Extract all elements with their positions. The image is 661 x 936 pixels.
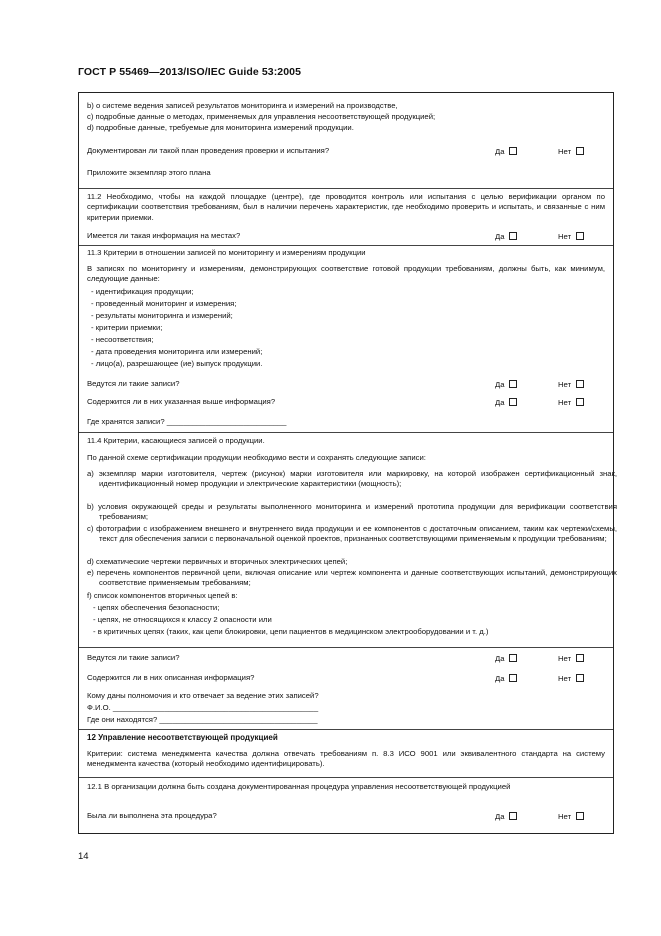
- section-12-heading: 12 Управление несоответствующей продукцией: [87, 733, 278, 742]
- list-item: - идентификация продукции;: [91, 287, 194, 296]
- answer-no: [558, 147, 584, 157]
- answer-yes-label: Да: [495, 398, 505, 407]
- yes-checkbox[interactable]: [509, 232, 517, 240]
- list-item: - дата проведения мониторинга или измерений;: [91, 347, 263, 356]
- answer-yes: [495, 380, 517, 390]
- section-11-4-heading: 11.4 Критерии, касающиеся записей о продукции.: [87, 436, 265, 445]
- list-item: - лицо(а), разрешающее (ие) выпуск продукции.: [91, 359, 263, 368]
- answer-yes-label: Да: [495, 674, 505, 683]
- row-section-12: [79, 729, 613, 778]
- list-item: - проведенный мониторинг и измерения;: [91, 299, 237, 308]
- answer-yes-label: Да: [495, 812, 505, 821]
- answer-yes: [495, 674, 517, 684]
- answer-yes-label: Да: [495, 380, 505, 389]
- yes-checkbox[interactable]: [509, 398, 517, 406]
- list-item: - несоответствия;: [91, 335, 154, 344]
- answer-yes-label: Да: [495, 654, 505, 663]
- answer-yes: [495, 654, 517, 664]
- answer-no-label: Нет: [558, 654, 572, 663]
- no-checkbox[interactable]: [576, 812, 584, 820]
- answer-no-label: Нет: [558, 232, 572, 241]
- item-c: c) фотографии с изображением внешнего и внутреннего вида продукции и ее компонентов с достаточным описанием, таким как чертежи/схемы, текст для обеспечения записи с первоначальной оценкой проектов, признанных соответствующими применяемым к продукции требованиям;: [87, 524, 617, 544]
- page-number: 14: [78, 851, 89, 862]
- answer-yes-label: Да: [495, 147, 505, 156]
- item-e: e) перечень компонентов первичной цепи, включая описание или чертеж компонента и данные соответствующих испытаний, демонстрирующих соответствие применяемым требованиям;: [87, 568, 617, 588]
- row-11-4: [79, 432, 617, 648]
- yes-checkbox[interactable]: [509, 674, 517, 682]
- section-11-2-text: 11.2 Необходимо, чтобы на каждой площадке (центре), где проводится контроль или испытания с целью верификации органом по сертификации соответствия требованиям, был в наличии перечень характеристик, где необходимо проверить и испытать, и связанные с ним критерии приемки.: [87, 192, 605, 222]
- records-location-field[interactable]: Где хранятся записи? ____________________________: [87, 417, 287, 426]
- row-records-questions: [79, 647, 613, 730]
- responsible-name-field[interactable]: Ф.И.О. ________________________________________________: [87, 703, 319, 712]
- answer-no: [558, 232, 584, 242]
- answer-no-label: Нет: [558, 147, 572, 156]
- item-b: b) условия окружающей среды и результаты выполненного мониторинга и измерений прототипа продукции для верификации соответствия требованиям;: [87, 502, 617, 522]
- item-c: c) подробные данные о методах, применяемых для управления несоответствующей продукцией;: [87, 112, 436, 121]
- list-item: - результаты мониторинга и измерений;: [91, 311, 233, 320]
- question-plan-documented: Документирован ли такой план проведения проверки и испытания?: [87, 146, 330, 155]
- yes-checkbox[interactable]: [509, 147, 517, 155]
- answer-no: [558, 380, 584, 390]
- section-11-3-intro: В записях по мониторингу и измерениям, демонстрирующих соответствие готовой продукции требованиям, должны быть, как минимум, следующие данные:: [87, 264, 605, 284]
- question-procedure-done: Была ли выполнена эта процедура?: [87, 811, 217, 820]
- answer-no-label: Нет: [558, 380, 572, 389]
- checklist-table: [78, 92, 617, 834]
- answer-no-label: Нет: [558, 812, 572, 821]
- item-f: f) список компонентов вторичных цепей в:: [87, 591, 238, 600]
- item-f-sub: - в критичных цепях (таких, как цепи блокировки, цепи пациентов в медицинском электрооборудовании и т. д.): [93, 627, 489, 636]
- attach-note: Приложите экземпляр этого плана: [87, 168, 211, 177]
- row-11-3: [79, 245, 613, 433]
- no-checkbox[interactable]: [576, 398, 584, 406]
- answer-no-label: Нет: [558, 398, 572, 407]
- no-checkbox[interactable]: [576, 654, 584, 662]
- question-records-kept: Ведутся ли такие записи?: [87, 379, 180, 388]
- item-d: d) подробные данные, требуемые для мониторинга измерений продукции.: [87, 123, 354, 132]
- answer-yes-label: Да: [495, 232, 505, 241]
- answer-yes: [495, 147, 517, 157]
- answer-no: [558, 398, 584, 408]
- question-responsible: Кому даны полномочия и кто отвечает за ведение этих записей?: [87, 691, 319, 700]
- question-records-kept: Ведутся ли такие записи?: [87, 653, 180, 662]
- no-checkbox[interactable]: [576, 232, 584, 240]
- section-11-4-intro: По данной схеме сертификации продукции необходимо вести и сохранять следующие записи:: [87, 453, 426, 462]
- answer-no: [558, 654, 584, 664]
- answer-no: [558, 674, 584, 684]
- answer-no: [558, 812, 584, 822]
- section-11-3-heading: 11.3 Критерии в отношении записей по мониторингу и измерениям продукции: [87, 248, 366, 257]
- item-a: a) экземпляр марки изготовителя, чертеж (рисунок) марки изготовителя или маркировку, на которой изображен сертификационный знак, идентификационный номер продукции и электрические характеристики (мощность);: [87, 469, 617, 489]
- question-info-contained: Содержится ли в них описанная информация?: [87, 673, 255, 682]
- yes-checkbox[interactable]: [509, 380, 517, 388]
- answer-no-label: Нет: [558, 674, 572, 683]
- item-f-sub: - цепях обеспечения безопасности;: [93, 603, 220, 612]
- no-checkbox[interactable]: [576, 674, 584, 682]
- no-checkbox[interactable]: [576, 380, 584, 388]
- records-location-field[interactable]: Где они находятся? _____________________________________: [87, 715, 318, 724]
- row-production-records: [79, 93, 613, 188]
- answer-yes: [495, 812, 517, 822]
- item-b: b) о системе ведения записей результатов мониторинга и измерений на производстве,: [87, 101, 398, 110]
- yes-checkbox[interactable]: [509, 654, 517, 662]
- list-item: - критерии приемки;: [91, 323, 163, 332]
- question-info-on-site: Имеется ли такая информация на местах?: [87, 231, 241, 240]
- question-info-contained: Содержится ли в них указанная выше информация?: [87, 397, 276, 406]
- section-12-1-text: 12.1 В организации должна быть создана документированная процедура управления несоответствующей продукцией: [87, 782, 511, 791]
- section-12-criteria: Критерии: система менеджмента качества должна отвечать требованиям п. 8.3 ИСО 9001 или эквивалентного стандарта на систему менеджмента качества (который необходимо идентифицировать).: [87, 749, 605, 769]
- document-header: ГОСТ Р 55469—2013/ISO/IEC Guide 53:2005: [78, 66, 302, 78]
- item-d: d) схематические чертежи первичных и вторичных электрических цепей;: [87, 557, 348, 566]
- yes-checkbox[interactable]: [509, 812, 517, 820]
- item-f-sub: - цепях, не относящихся к классу 2 опасности или: [93, 615, 272, 624]
- row-12-1: [79, 777, 613, 836]
- answer-yes: [495, 398, 517, 408]
- row-11-2: [79, 188, 613, 246]
- answer-yes: [495, 232, 517, 242]
- no-checkbox[interactable]: [576, 147, 584, 155]
